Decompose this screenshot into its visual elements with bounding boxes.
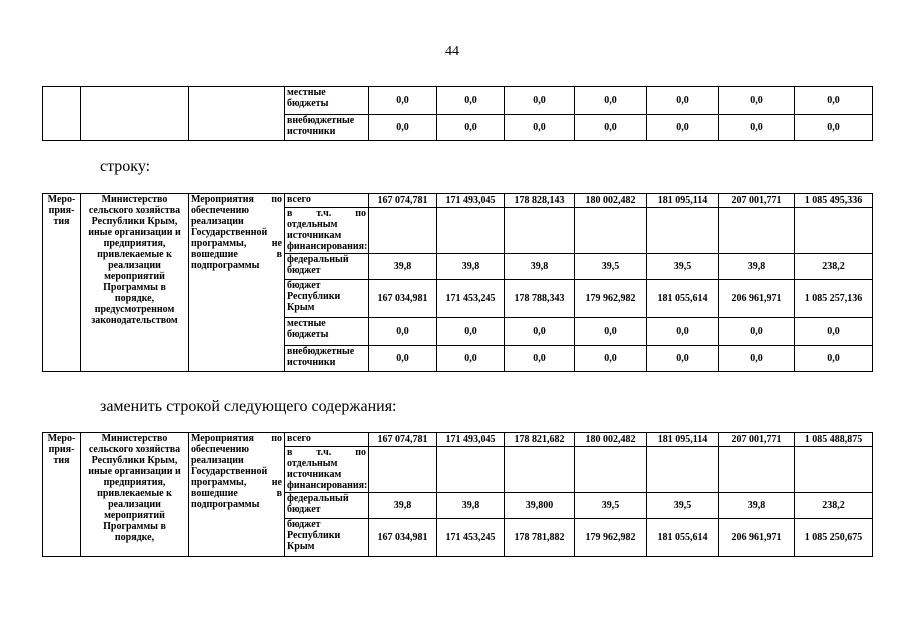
executor-cell: Министерство сельского хозяйства Республики Крым, иные организации и предприятия, привлекаемые к реализации мероприятий Программы в порядке, предусмотренном законодательством (81, 194, 189, 372)
value-cell: 39,8 (719, 254, 795, 280)
table-row (43, 87, 873, 115)
value-cell: 0,0 (505, 346, 575, 372)
value-cell: 0,0 (437, 318, 505, 346)
value-cell: 0,0 (505, 318, 575, 346)
value-cell: 171 493,045 (437, 194, 505, 208)
page-number: 44 (445, 44, 459, 59)
empty-cell (43, 87, 81, 141)
row-label: в т.ч. по отдельным источникам финансирования: (285, 208, 369, 254)
value-cell: 181 055,614 (647, 280, 719, 318)
value-cell: 178 788,343 (505, 280, 575, 318)
top-table (42, 86, 873, 141)
row-label: внебюджетные источники (285, 115, 369, 141)
value-cell: 0,0 (437, 87, 505, 115)
value-cell (719, 208, 795, 254)
value-cell: 39,5 (647, 493, 719, 519)
value-cell (795, 208, 873, 254)
heading-old-row: строку: (100, 158, 151, 175)
value-cell: 0,0 (369, 115, 437, 141)
value-cell: 0,0 (719, 115, 795, 141)
value-cell (505, 208, 575, 254)
value-cell: 207 001,771 (719, 433, 795, 447)
value-cell: 0,0 (795, 115, 873, 141)
value-cell: 180 002,482 (575, 194, 647, 208)
value-cell (647, 447, 719, 493)
value-cell: 39,8 (505, 254, 575, 280)
value-cell (719, 447, 795, 493)
value-cell: 0,0 (575, 115, 647, 141)
row-label: всего (285, 194, 369, 208)
value-cell: 1 085 250,675 (795, 519, 873, 557)
row-label: местные бюджеты (285, 87, 369, 115)
row-label: бюджет Республики Крым (285, 280, 369, 318)
value-cell: 0,0 (647, 87, 719, 115)
executor-cell: Министерство сельского хозяйства Республики Крым, иные организации и предприятия, привлекаемые к реализации мероприятий Программы в порядке, (81, 433, 189, 557)
value-cell: 0,0 (647, 318, 719, 346)
bottom-table (42, 432, 873, 557)
row-label: внебюджетные источники (285, 346, 369, 372)
value-cell: 0,0 (647, 115, 719, 141)
empty-cell (189, 87, 285, 141)
value-cell: 178 781,882 (505, 519, 575, 557)
value-cell: 0,0 (795, 346, 873, 372)
value-cell (647, 208, 719, 254)
value-cell: 167 034,981 (369, 519, 437, 557)
measure-name-cell: Мероприятия по обеспечению реализации Государственной программы, не вошедшие в подпрограммы (189, 194, 285, 372)
value-cell (437, 447, 505, 493)
value-cell (795, 447, 873, 493)
value-cell: 207 001,771 (719, 194, 795, 208)
value-cell: 0,0 (719, 87, 795, 115)
value-cell: 181 095,114 (647, 194, 719, 208)
value-cell: 0,0 (719, 346, 795, 372)
value-cell: 0,0 (719, 318, 795, 346)
value-cell: 178 821,682 (505, 433, 575, 447)
value-cell: 238,2 (795, 254, 873, 280)
measure-type-cell: Меро-прия-тия (43, 194, 81, 372)
value-cell: 39,5 (575, 254, 647, 280)
middle-table (42, 193, 873, 372)
measure-type-cell: Меро-прия-тия (43, 433, 81, 557)
value-cell (437, 208, 505, 254)
value-cell: 206 961,971 (719, 519, 795, 557)
value-cell: 39,8 (369, 254, 437, 280)
value-cell: 0,0 (575, 87, 647, 115)
value-cell: 0,0 (369, 346, 437, 372)
value-cell: 39,8 (437, 254, 505, 280)
value-cell: 171 453,245 (437, 519, 505, 557)
value-cell: 39,5 (647, 254, 719, 280)
value-cell: 39,800 (505, 493, 575, 519)
value-cell: 0,0 (437, 346, 505, 372)
value-cell (505, 447, 575, 493)
value-cell (369, 208, 437, 254)
value-cell: 39,8 (719, 493, 795, 519)
row-label: в т.ч. по отдельным источникам финансирования: (285, 447, 369, 493)
value-cell: 171 453,245 (437, 280, 505, 318)
value-cell: 1 085 488,875 (795, 433, 873, 447)
value-cell: 178 828,143 (505, 194, 575, 208)
row-label: федеральный бюджет (285, 254, 369, 280)
empty-cell (81, 87, 189, 141)
value-cell: 181 055,614 (647, 519, 719, 557)
value-cell: 0,0 (369, 87, 437, 115)
value-cell: 0,0 (795, 87, 873, 115)
row-label: всего (285, 433, 369, 447)
value-cell (575, 208, 647, 254)
value-cell: 39,5 (575, 493, 647, 519)
table-row (43, 194, 873, 208)
value-cell: 0,0 (437, 115, 505, 141)
value-cell: 181 095,114 (647, 433, 719, 447)
measure-name-cell: Мероприятия по обеспечению реализации Государственной программы, не вошедшие в подпрограммы (189, 433, 285, 557)
value-cell (575, 447, 647, 493)
value-cell: 179 962,982 (575, 519, 647, 557)
value-cell: 179 962,982 (575, 280, 647, 318)
value-cell: 206 961,971 (719, 280, 795, 318)
value-cell: 39,8 (437, 493, 505, 519)
value-cell (369, 447, 437, 493)
value-cell: 39,8 (369, 493, 437, 519)
value-cell: 0,0 (795, 318, 873, 346)
row-label: бюджет Республики Крым (285, 519, 369, 557)
heading-new-row: заменить строкой следующего содержания: (100, 398, 397, 415)
row-label: федеральный бюджет (285, 493, 369, 519)
value-cell: 0,0 (369, 318, 437, 346)
value-cell: 171 493,045 (437, 433, 505, 447)
value-cell: 167 074,781 (369, 433, 437, 447)
value-cell: 238,2 (795, 493, 873, 519)
value-cell: 0,0 (647, 346, 719, 372)
value-cell: 167 034,981 (369, 280, 437, 318)
value-cell: 0,0 (505, 115, 575, 141)
row-label: местные бюджеты (285, 318, 369, 346)
value-cell: 1 085 257,136 (795, 280, 873, 318)
value-cell: 180 002,482 (575, 433, 647, 447)
value-cell: 0,0 (575, 346, 647, 372)
value-cell: 1 085 495,336 (795, 194, 873, 208)
table-row (43, 433, 873, 447)
value-cell: 0,0 (505, 87, 575, 115)
value-cell: 0,0 (575, 318, 647, 346)
value-cell: 167 074,781 (369, 194, 437, 208)
